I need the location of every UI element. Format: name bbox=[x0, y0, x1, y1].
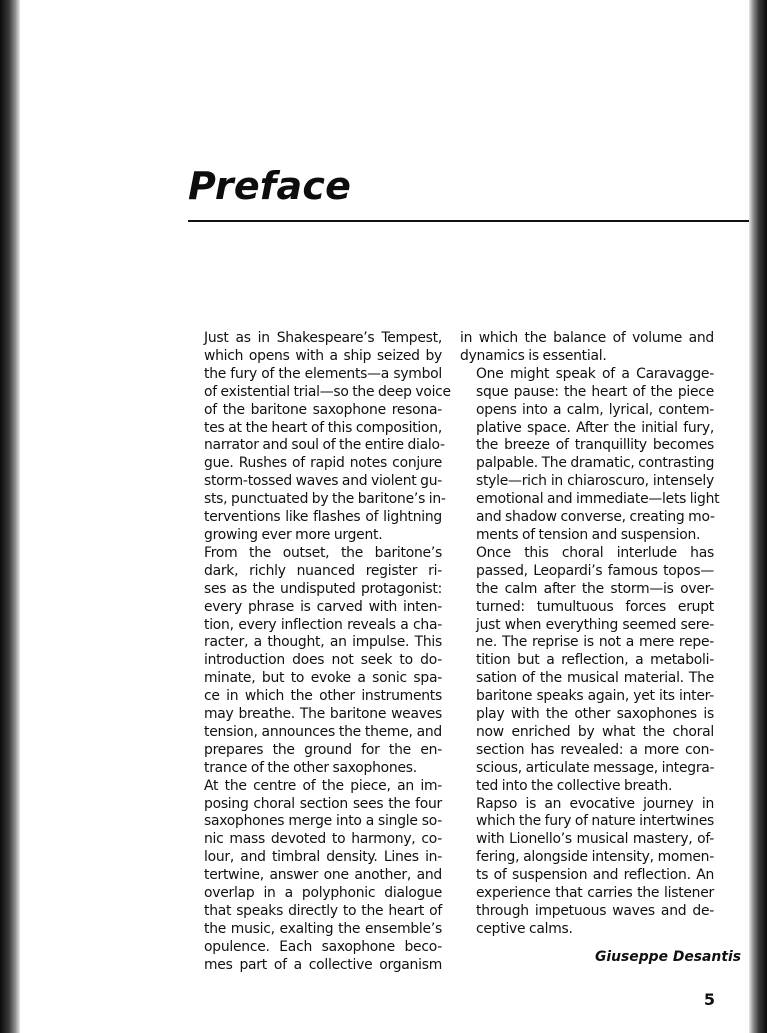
text-line: which the fury of nature intertwines bbox=[476, 813, 714, 830]
page-number: 5 bbox=[703, 990, 715, 1009]
text-line: every phrase is carved with inten- bbox=[204, 598, 442, 615]
text-line: with Lionello’s musical mastery, of- bbox=[476, 831, 714, 848]
text-line: ts of suspension and reflection. An bbox=[476, 867, 714, 884]
left-column bbox=[188, 330, 451, 975]
text-line: dynamics is essential. bbox=[460, 347, 607, 364]
text-line: opens into a calm, lyrical, contem- bbox=[476, 401, 714, 418]
text-line: plative space. After the initial fury, bbox=[476, 419, 714, 436]
paragraph bbox=[460, 365, 720, 545]
text-line: and shadow converse, creating mo- bbox=[476, 509, 715, 526]
text-line: overlap in a polyphonic dialogue bbox=[204, 885, 442, 902]
text-line: the music, exalting the ensemble’s bbox=[204, 920, 442, 937]
text-line: passed, Leopardi’s famous topos— bbox=[476, 562, 714, 579]
text-line: sque pause: the heart of the piece bbox=[476, 383, 714, 400]
text-line: trance of the other saxophones. bbox=[204, 759, 417, 776]
text-line: posing choral section sees the four bbox=[204, 795, 442, 812]
paragraph bbox=[460, 796, 714, 939]
paragraph bbox=[188, 330, 451, 545]
text-line: fering, alongside intensity, momen- bbox=[476, 849, 714, 866]
text-line: Once this choral interlude has bbox=[476, 544, 714, 561]
text-line: ne. The reprise is not a mere repe- bbox=[476, 634, 714, 651]
text-line: tes at the heart of this composition, bbox=[204, 419, 442, 436]
text-line: style—rich in chiaroscuro, intensely bbox=[476, 473, 714, 490]
text-line: mes part of a collective organism bbox=[204, 956, 442, 973]
text-line: One might speak of a Caravagge- bbox=[476, 365, 714, 382]
text-line: ses as the undisputed protagonist: bbox=[204, 580, 442, 597]
text-line: palpable. The dramatic, contrasting bbox=[476, 455, 715, 472]
text-line: just when everything seemed sere- bbox=[476, 616, 714, 633]
text-line: growing ever more urgent. bbox=[204, 526, 383, 543]
text-line: ceptive calms. bbox=[476, 920, 573, 937]
text-line: the calm after the storm—is over- bbox=[476, 580, 714, 597]
text-line: introduction does not seek to do- bbox=[204, 652, 442, 669]
text-line: At the centre of the piece, an im- bbox=[204, 777, 442, 794]
paragraph bbox=[460, 330, 714, 366]
text-line: of the baritone saxophone resona- bbox=[204, 401, 442, 418]
text-line: now enriched by what the choral bbox=[476, 723, 714, 740]
text-line: section has revealed: a more con- bbox=[476, 741, 714, 758]
text-line: racter, a thought, an impulse. This bbox=[204, 634, 442, 651]
text-line: storm-tossed waves and violent gu- bbox=[204, 473, 443, 490]
text-line: tition but a reflection, a metaboli- bbox=[476, 652, 714, 669]
text-line: Rapso is an evocative journey in bbox=[476, 795, 714, 812]
text-line: tertwine, answer one another, and bbox=[204, 867, 442, 884]
text-line: the fury of the elements—a symbol bbox=[204, 365, 442, 382]
paragraph bbox=[460, 545, 714, 796]
text-line: ments of tension and suspension. bbox=[476, 526, 701, 543]
page-shadow-left bbox=[0, 0, 20, 1033]
text-line: through impetuous waves and de- bbox=[476, 903, 714, 919]
text-line: gue. Rushes of rapid notes conjure bbox=[204, 455, 442, 472]
text-line: sation of the musical material. The bbox=[476, 670, 714, 687]
page-title: Preface bbox=[188, 164, 352, 208]
text-line: experience that carries the listener bbox=[476, 885, 714, 902]
text-line: prepares the ground for the en- bbox=[204, 741, 442, 758]
text-line: baritone speaks again, yet its inter- bbox=[476, 688, 714, 705]
text-line: ce in which the other instruments bbox=[204, 688, 442, 705]
author-signature: Giuseppe Desantis bbox=[594, 949, 741, 965]
text-line: terventions like flashes of lightning bbox=[204, 509, 442, 526]
text-line: Just as in Shakespeare’s Tempest, bbox=[204, 330, 442, 346]
text-line: play with the other saxophones is bbox=[476, 706, 714, 723]
page-shadow-right bbox=[749, 0, 767, 1033]
text-line: may breathe. The baritone weaves bbox=[204, 706, 442, 723]
text-line: narrator and soul of the entire dialo- bbox=[204, 437, 445, 454]
text-line: scious, articulate message, integra- bbox=[476, 759, 715, 776]
right-column bbox=[460, 330, 720, 939]
text-line: saxophones merge into a single so- bbox=[204, 813, 442, 830]
text-line: opulence. Each saxophone beco- bbox=[204, 938, 442, 955]
text-line: that speaks directly to the heart of bbox=[204, 903, 442, 919]
text-line: turned: tumultuous forces erupt bbox=[476, 598, 714, 615]
text-line: From the outset, the baritone’s bbox=[204, 544, 442, 561]
text-line: the breeze of tranquillity becomes bbox=[476, 437, 714, 454]
text-line: tension, announces the theme, and bbox=[204, 723, 442, 740]
text-line: tion, every inflection reveals a cha- bbox=[204, 616, 442, 633]
paragraph bbox=[188, 778, 442, 975]
text-line: nic mass devoted to harmony, co- bbox=[204, 831, 442, 848]
text-line: of existential trial—so the deep voice bbox=[204, 383, 451, 400]
text-line: in which the balance of volume and bbox=[460, 330, 714, 346]
text-line: minate, but to evoke a sonic spa- bbox=[204, 670, 442, 687]
text-line: lour, and timbral density. Lines in- bbox=[204, 849, 442, 866]
text-line: dark, richly nuanced register ri- bbox=[204, 562, 442, 579]
text-line: sts, punctuated by the baritone’s in- bbox=[204, 491, 446, 508]
text-line: emotional and immediate—lets light bbox=[476, 491, 720, 508]
paragraph bbox=[188, 545, 442, 778]
text-line: which opens with a ship seized by bbox=[204, 347, 442, 364]
title-divider bbox=[188, 220, 749, 222]
text-line: ted into the collective breath. bbox=[476, 777, 673, 794]
